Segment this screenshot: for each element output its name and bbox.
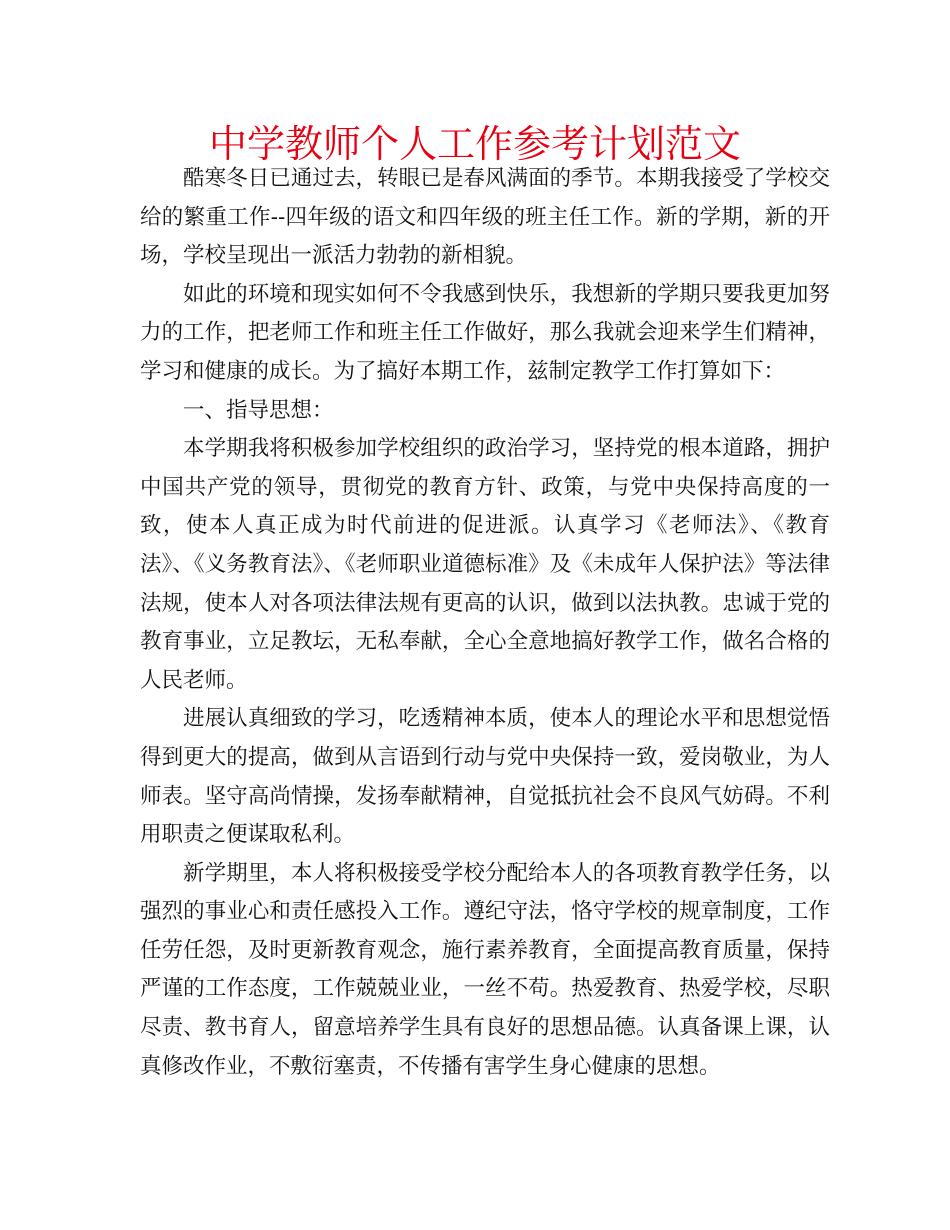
paragraph-plan-intro: 如此的环境和现实如何不令我感到快乐，我想新的学期只要我更加努力的工作，把老师工作和班主任工作做好，那么我就会迎来学生们精神，学习和健康的成长。为了搞好本期工作，兹制定教学工作打算如下： — [140, 281, 830, 384]
paragraph-intro: 酷寒冬日已通过去，转眼已是春风满面的季节。本期我接受了学校交给的繁重工作--四年级的语文和四年级的班主任工作。新的学期，新的开场，学校呈现出一派活力勃勃的新相貌。 — [140, 166, 830, 269]
paragraph-political-study: 本学期我将积极参加学校组织的政治学习，坚持党的根本道路，拥护中国共产党的领导，贯彻党的教育方针、政策，与党中央保持高度的一致，使本人真正成为时代前进的促进派。认真学习《老师法》、《教育法》、《义务教育法》、《老师职业道德标准》及《未成年人保护法》等法律法规，使本人对各项法律法规有更高的认识，做到以法执教。忠诚于党的教育事业，立足教坛，无私奉献，全心全意地搞好教学工作，做名合格的人民老师。 — [140, 436, 830, 693]
document-body — [140, 160, 830, 1086]
section-heading-guiding-thought: 一、指导思想： — [183, 397, 334, 423]
paragraph-new-semester: 新学期里，本人将积极接受学校分配给本人的各项教育教学任务，以强烈的事业心和责任感投入工作。遵纪守法，恪守学校的规章制度，工作任劳任怨，及时更新教育观念，施行素养教育，全面提高教育质量，保持严谨的工作态度，工作兢兢业业，一丝不苟。热爱教育、热爱学校，尽职尽责、教书育人，留意培养学生具有良好的思想品德。认真备课上课，认真修改作业，不敷衍塞责，不传播有害学生身心健康的思想。 — [140, 860, 830, 1079]
paragraph-learning: 进展认真细致的学习，吃透精神本质，使本人的理论水平和思想觉悟得到更大的提高，做到从言语到行动与党中央保持一致，爱岗敬业，为人师表。坚守高尚情操，发扬奉献精神，自觉抵抗社会不良风气妨碍。不利用职责之便谋取私利。 — [140, 706, 830, 848]
page-title: 中学教师个人工作参考计划范文 — [208, 122, 741, 166]
